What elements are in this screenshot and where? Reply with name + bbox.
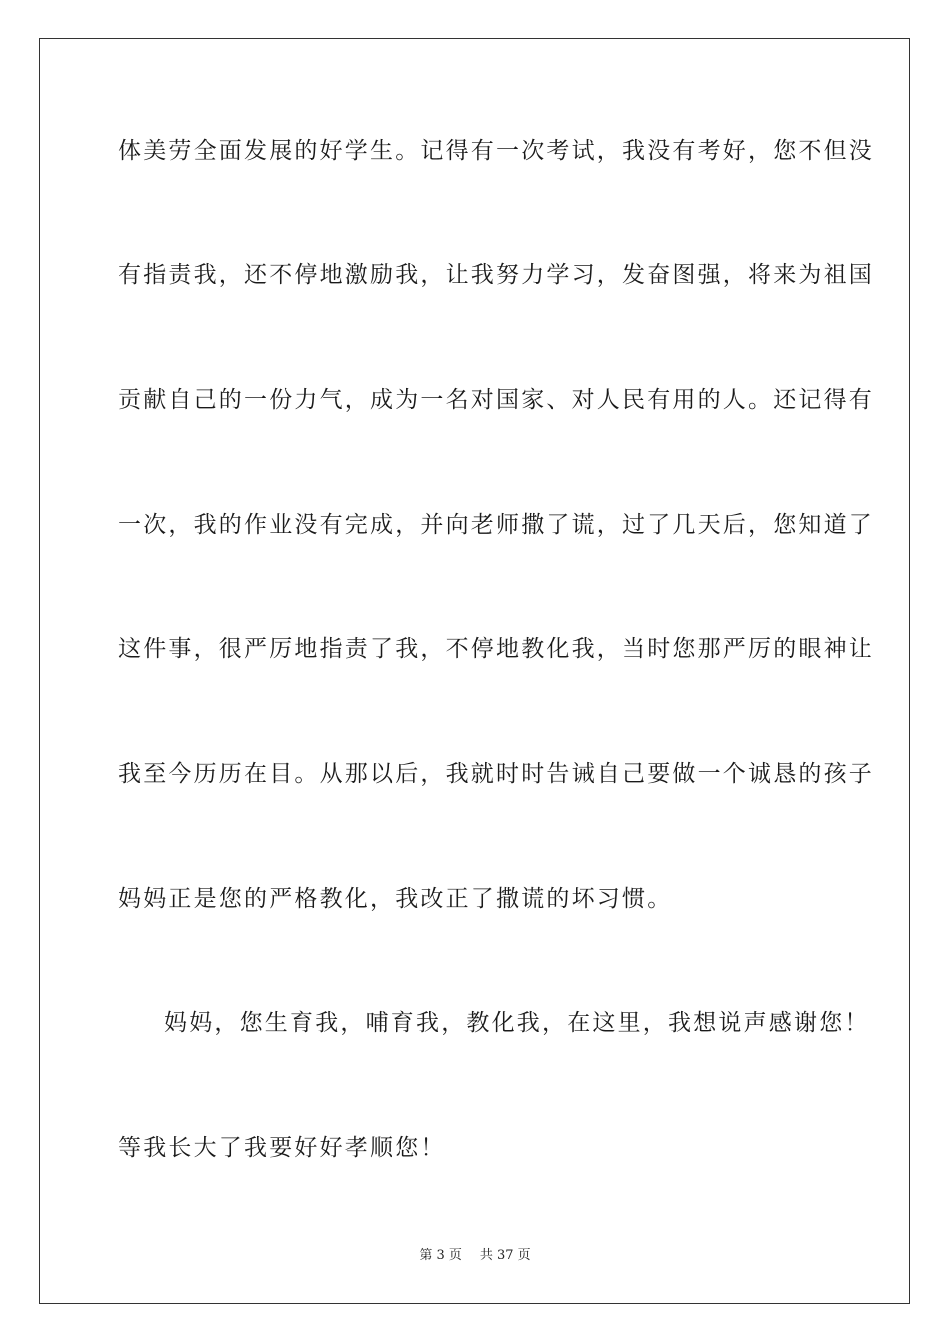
text-line-1: 体美劳全面发展的好学生。记得有一次考试，我没有考好，您不但没	[118, 138, 874, 164]
page-footer	[0, 1247, 950, 1265]
text-line-8: 妈妈，您生育我，哺育我，教化我，在这里，我想说声感谢您！	[164, 1010, 870, 1036]
text-line-6: 我至今历历在目。从那以后，我就时时告诫自己要做一个诚恳的孩子	[118, 761, 874, 787]
text-line-7: 妈妈正是您的严格教化，我改正了撒谎的坏习惯。	[118, 886, 673, 912]
page-number: 第 3 页	[419, 1248, 462, 1263]
text-line-3: 贡献自己的一份力气，成为一名对国家、对人民有用的人。还记得有	[118, 387, 874, 413]
page-border	[39, 38, 910, 1304]
text-line-2: 有指责我，还不停地激励我，让我努力学习，发奋图强，将来为祖国	[118, 262, 874, 288]
text-line-5: 这件事，很严厉地指责了我，不停地教化我，当时您那严厉的眼神让	[118, 636, 874, 662]
page-total: 共 37 页	[479, 1248, 531, 1263]
text-line-4: 一次，我的作业没有完成，并向老师撒了谎，过了几天后，您知道了	[118, 512, 874, 538]
text-line-9: 等我长大了我要好好孝顺您！	[118, 1135, 446, 1161]
